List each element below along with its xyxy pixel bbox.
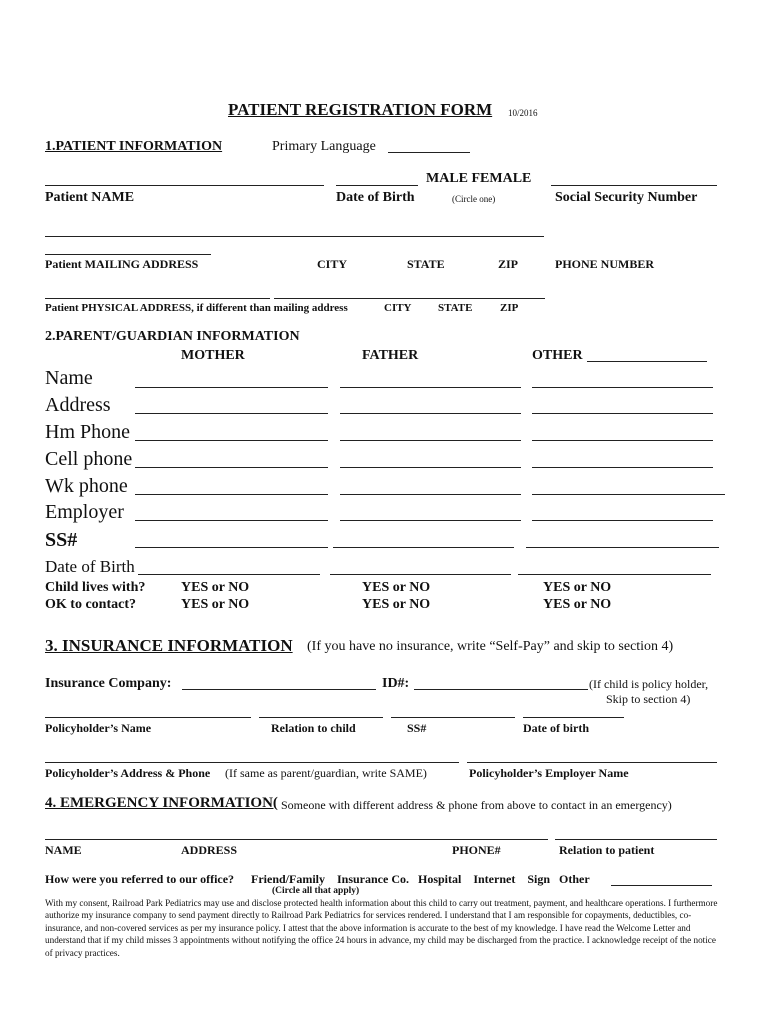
primary-language-field[interactable] — [388, 152, 470, 153]
mother-contact-yes-no[interactable]: YES or NO — [181, 597, 250, 612]
mother-employer-field[interactable] — [135, 520, 328, 521]
section4-heading: 4. EMERGENCY INFORMATION( — [45, 795, 278, 811]
other-employer-field[interactable] — [532, 520, 713, 521]
emergency-relation-field[interactable] — [555, 839, 717, 840]
other-lives-with-yes-no[interactable]: YES or NO — [543, 580, 612, 595]
father-wk-phone-field[interactable] — [340, 494, 521, 495]
section3-heading: 3. INSURANCE INFORMATION — [45, 636, 293, 655]
form-revision: 10/2016 — [508, 108, 538, 118]
other-cell-phone-field[interactable] — [532, 467, 713, 468]
insurance-company-field[interactable] — [182, 689, 376, 690]
row-address-label: Address — [45, 394, 111, 416]
insurance-id-field[interactable] — [414, 689, 588, 690]
policyholder-address-note: (If same as parent/guardian, write SAME) — [225, 766, 427, 780]
other-dob-field[interactable] — [518, 574, 711, 575]
mailing-address-field[interactable] — [45, 236, 544, 237]
other-hm-phone-field[interactable] — [532, 440, 713, 441]
dob-field[interactable] — [336, 185, 418, 186]
physical-state-label: STATE — [438, 302, 473, 314]
state-label: STATE — [407, 257, 445, 271]
col-father: FATHER — [362, 348, 419, 363]
row-dob-label: Date of Birth — [45, 557, 135, 576]
relation-to-child-label: Relation to child — [271, 721, 356, 735]
policyholder-name-field[interactable] — [45, 717, 251, 718]
mother-ssn-field[interactable] — [135, 547, 328, 548]
mother-lives-with-yes-no[interactable]: YES or NO — [181, 580, 250, 595]
policyholder-employer-label: Policyholder’s Employer Name — [469, 766, 629, 780]
emergency-name-label: NAME — [45, 843, 82, 857]
policyholder-employer-field[interactable] — [467, 762, 717, 763]
other-wk-phone-field[interactable] — [532, 494, 725, 495]
physical-zip-label: ZIP — [500, 302, 519, 314]
policyholder-dob-label: Date of birth — [523, 721, 589, 735]
other-name-field[interactable] — [532, 387, 713, 388]
other-contact-yes-no[interactable]: YES or NO — [543, 597, 612, 612]
phone-label: PHONE NUMBER — [555, 257, 654, 271]
physical-address-label: Patient PHYSICAL ADDRESS, if different than mailing address — [45, 302, 348, 314]
emergency-relation-label: Relation to patient — [559, 843, 655, 857]
mother-dob-field[interactable] — [138, 574, 320, 575]
policyholder-dob-field[interactable] — [523, 717, 624, 718]
sex-options[interactable]: MALE FEMALE — [426, 171, 532, 186]
row-name-label: Name — [45, 367, 93, 389]
patient-name-label: Patient NAME — [45, 190, 135, 205]
consent-paragraph: With my consent, Railroad Park Pediatrics may use and disclose protected health information about this child to carry out treatment, payment, and healthcare operations. I furthermore authorize my insurance company to send payment directly to Railroad Park Pediatrics for services rendered. I understand that I am responsible for copayments, deductibles, co-insurance, and non-covered services as per my insurance policy. I attest that the above information is accurate to the best of my knowledge. I have read the Welcome Letter and understand that if my child misses 3 appointments without notifying the office 24 hours in advance, my child may be discharged from the practice. I acknowledge receipt of the notice of privacy practices. — [45, 898, 718, 958]
row-employer-label: Employer — [45, 501, 124, 523]
physical-address-field[interactable] — [45, 298, 270, 299]
city-label: CITY — [317, 257, 348, 271]
row-hm-phone-label: Hm Phone — [45, 421, 130, 443]
mother-address-field[interactable] — [135, 413, 328, 414]
referral-circle-all: (Circle all that apply) — [272, 886, 360, 896]
row-ssn-label: SS# — [45, 529, 78, 551]
row-wk-phone-label: Wk phone — [45, 475, 128, 497]
father-lives-with-yes-no[interactable]: YES or NO — [362, 580, 431, 595]
circle-one-note: (Circle one) — [452, 194, 496, 204]
referral-options[interactable]: Friend/Family Insurance Co. Hospital Internet Sign Other — [251, 872, 590, 886]
ssn-field[interactable] — [551, 185, 717, 186]
father-address-field[interactable] — [340, 413, 521, 414]
father-employer-field[interactable] — [340, 520, 521, 521]
father-dob-field[interactable] — [330, 574, 511, 575]
ok-to-contact-label: OK to contact? — [45, 597, 136, 612]
insurance-id-label: ID#: — [382, 676, 410, 691]
zip-label: ZIP — [498, 257, 519, 271]
ssn-label: Social Security Number — [555, 190, 698, 205]
other-relation-field[interactable] — [587, 361, 707, 362]
father-cell-phone-field[interactable] — [340, 467, 521, 468]
mother-name-field[interactable] — [135, 387, 328, 388]
section3-note: (If you have no insurance, write “Self-Pay” and skip to section 4) — [307, 639, 674, 654]
emergency-phone-label: PHONE# — [452, 843, 501, 857]
policyholder-address-field[interactable] — [45, 762, 459, 763]
col-other: OTHER — [532, 348, 583, 363]
section4-note: Someone with different address & phone from above to contact in an emergency) — [281, 798, 672, 812]
policyholder-address-label: Policyholder’s Address & Phone — [45, 766, 211, 780]
referral-question: How were you referred to our office? — [45, 872, 235, 886]
physical-city-state-zip-field[interactable] — [274, 298, 545, 299]
other-address-field[interactable] — [532, 413, 713, 414]
emergency-address-label: ADDRESS — [181, 843, 238, 857]
relation-to-child-field[interactable] — [259, 717, 383, 718]
mailing-address-label: Patient MAILING ADDRESS — [45, 257, 199, 271]
mother-cell-phone-field[interactable] — [135, 467, 328, 468]
form-title: PATIENT REGISTRATION FORM — [228, 100, 493, 119]
row-cell-phone-label: Cell phone — [45, 448, 133, 470]
col-mother: MOTHER — [181, 348, 245, 363]
policyholder-ssn-field[interactable] — [391, 717, 515, 718]
physical-city-label: CITY — [384, 302, 412, 314]
mother-wk-phone-field[interactable] — [135, 494, 328, 495]
insurance-company-label: Insurance Company: — [45, 676, 172, 691]
patient-name-field[interactable] — [45, 185, 324, 186]
mailing-address-field-2[interactable] — [45, 254, 211, 255]
father-ssn-field[interactable] — [333, 547, 514, 548]
father-contact-yes-no[interactable]: YES or NO — [362, 597, 431, 612]
section2-heading: 2.PARENT/GUARDIAN INFORMATION — [45, 329, 300, 344]
policyholder-ssn-label: SS# — [407, 721, 427, 735]
other-ssn-field[interactable] — [526, 547, 719, 548]
father-name-field[interactable] — [340, 387, 521, 388]
policy-note-line1: (If child is policy holder, — [589, 677, 709, 691]
primary-language-label: Primary Language — [272, 139, 376, 154]
referral-other-field[interactable] — [611, 885, 712, 886]
child-lives-with-label: Child lives with? — [45, 580, 146, 595]
dob-label: Date of Birth — [336, 190, 415, 205]
mother-hm-phone-field[interactable] — [135, 440, 328, 441]
policy-note-line2: Skip to section 4) — [606, 692, 691, 706]
policyholder-name-label: Policyholder’s Name — [45, 721, 152, 735]
emergency-contact-field[interactable] — [45, 839, 548, 840]
father-hm-phone-field[interactable] — [340, 440, 521, 441]
section1-heading: 1.PATIENT INFORMATION — [45, 139, 223, 154]
